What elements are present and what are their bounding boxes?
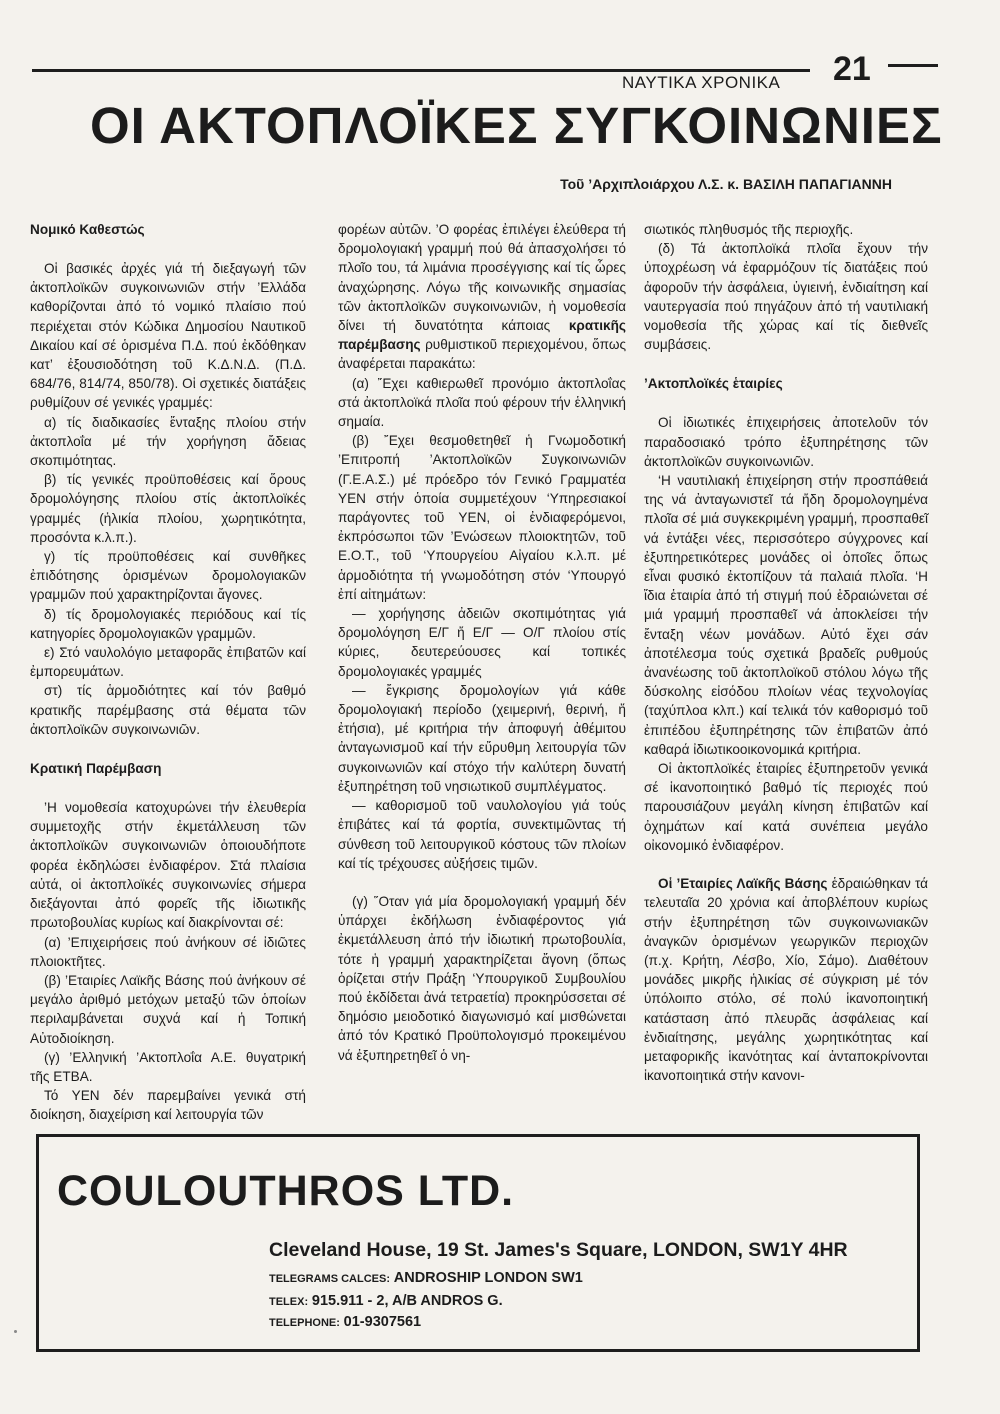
- list-item: (β) ’Εταιρίες Λαϊκῆς Βάσης πού ἀνήκουν σέ μεγάλο ἀριθμό μετόχων μεταξύ τῶν ὁποίων περιλαμβάνεται συχνά καί ἡ Τοπική Αὐτοδιοίκηση.: [30, 972, 306, 1046]
- list-item: α) τίς διαδικασίες ἔνταξης πλοίου στήν ἀκτοπλοΐα μέ τήν χορήγηση ἄδειας σκοπιμότητας.: [30, 414, 306, 469]
- column-1: [30, 220, 306, 1125]
- article-byline: Τοῦ ’Αρχιπλοιάρχου Λ.Σ. κ. ΒΑΣΙΛΗ ΠΑΠΑΓΙΑΝΝΗ: [560, 176, 892, 192]
- ad-telegrams-value: ANDROSHIP LONDON SW1: [393, 1270, 583, 1286]
- text-run: ρυθμιστικοῦ περιεχομένου, ὅπως ἀναφέρεται παρακάτω:: [338, 337, 626, 372]
- list-item: (β) ῎Εχει θεσμοθετηθεῖ ἡ Γνωμοδοτική ’Επιτροπή ’Ακτοπλοϊκῶν Συγκοινωνιῶν (Γ.Ε.Α.Σ.) μέ πρόεδρο τόν Γενικό Γραμματέα ΥΕΝ στήν ὁποία συμμετέχουν ‘Υπηρεσιακοί παράγοντες τοῦ ΥΕΝ, οἱ ἐνδιαφερόμενοι, ἐκπρόσωποι τῶν ’Ενώσεων πλοιοκτητῶν, τοῦ Ε.Ο.Τ., τοῦ ‘Υπουργείου Αἰγαίου κ.λ.π. μέ ἁρμοδιότητα τή γνωμοδότηση στόν ‘Υπουργό ἐπί αἰτημάτων:: [338, 433, 626, 602]
- list-item: (δ) Τά ἀκτοπλοϊκά πλοῖα ἔχουν τήν ὑποχρέωση νά ἐφαρμόζουν τίς διατάξεις πού ἀφοροῦν τήν ἀσφάλεια, ὑγιεινή, ἐνδιαίτηση καί ναυτεργασία πού πηγάζουν ἀπό τή ναυτιλιακή νομοθεσία τῆς χώρας καί τίς διεθνεῖς συμβάσεις.: [644, 241, 928, 353]
- list-item: (γ) ’Ελληνική ’Ακτοπλοΐα Α.Ε. θυγατρική τῆς ΕΤΒΑ.: [30, 1049, 306, 1084]
- page-number: 21: [833, 50, 871, 88]
- article-title: ΟΙ ΑΚΤΟΠΛΟΪΚΕΣ ΣΥΓΚΟΙΝΩΝΙΕΣ: [90, 97, 943, 154]
- paragraph: σιωτικός πληθυσμός τῆς περιοχῆς.: [644, 222, 854, 237]
- paragraph: Οἱ ἀκτοπλοϊκές ἑταιρίες ἐξυπηρετοῦν γενικά σέ ἱκανοποιητικό βαθμό τίς περιοχές πού παρουσιάζουν μεγάλη κίνηση ἐπιβατῶν καί ὀχημάτων καί κατά συνέπεια μεγάλο οἰκονομικό ἐνδιαφέρον.: [644, 761, 928, 853]
- header-rule-right: [888, 64, 938, 67]
- list-item: β) τίς γενικές προϋποθέσεις καί ὅρους δρομολόγησης πλοίου στίς ἀκτοπλοϊκές γραμμές (ἡλικία πλοίου, χωρητικότητα, προσόντα κ.λ.π.).: [30, 472, 306, 545]
- paragraph: Οἱ ἰδιωτικές ἐπιχειρήσεις ἀποτελοῦν τόν παραδοσιακό τρόπο ἐξυπηρέτησης τῶν ἀκτοπλοϊκῶν συγκοινωνιῶν.: [644, 415, 928, 469]
- ad-telegrams: [269, 1270, 583, 1286]
- ad-company-name: COULOUTHROS LTD.: [57, 1167, 515, 1215]
- list-item: δ) τίς δρομολογιακές περιόδους καί τίς κατηγορίες δρομολογιακῶν γραμμῶν.: [30, 606, 306, 641]
- dash-item: — καθορισμοῦ τοῦ ναυλολογίου γιά τούς ἐπιβάτες καί τά φορτία, συνεκτιμῶντας τή σύνθεση τοῦ λειτουργικοῦ κόστους τῶν πλοίων καί τίς τρέχουσες αὐξήσεις τιμῶν.: [338, 798, 626, 871]
- dash-item: — χορήγησης ἀδειῶν σκοπιμότητας γιά δρομολόγηση Ε/Γ ἤ Ε/Γ — Ο/Γ πλοίου στίς κύριες, δευτερεύουσες καί τοπικές δρομολογιακές γραμμές: [338, 606, 626, 679]
- header-rule: [32, 69, 810, 72]
- margin-dot: [14, 1330, 17, 1333]
- list-item: ε) Στό ναυλολόγιο μεταφορᾶς ἐπιβατῶν καί ἐμπορευμάτων.: [30, 645, 306, 680]
- magazine-name: ΝΑΥΤΙΚΑ ΧΡΟΝΙΚΑ: [622, 73, 781, 92]
- emphasis-text: Οἱ ’Εταιρίες Λαϊκῆς Βάσης: [658, 876, 828, 892]
- paragraph: [644, 874, 928, 1085]
- ad-telephone: [269, 1314, 421, 1330]
- section-heading-state: Κρατική Παρέμβαση: [30, 761, 162, 777]
- paragraph: Τό ΥΕΝ δέν παρεμβαίνει γενικά στή διοίκηση, διαχείριση καί λειτουργία τῶν: [30, 1088, 306, 1123]
- paragraph: [338, 220, 626, 374]
- paragraph: ‘Η ναυτιλιακή ἐπιχείρηση στήν προσπάθειά της νά ἀνταγωνιστεῖ τά ἤδη δρομολογημένα πλοῖα σέ μιά συγκεκριμένη γραμμή, προσπαθεῖ νά ἐντάξει νέες, περισσότερο σύγχρονες καί ἐξυπηρετικότερες μονάδες οἱ ὁποῖες ὅπως εἶναι φυσικό ἐκτοπίζουν τά παλαιά πλοῖα. ‘Η ἴδια ἑταιρία ἀπό τή στιγμή πού ἑδραιώνεται σέ μιά γραμμή προσπαθεῖ νά ἀποκλείσει τήν ἔνταξη νέων μονάδων. Αὐτό ἔχει σάν ἀποτέλεσμα τούς σχετικά βραδεῖς ρυθμούς ἀνανέωσης τοῦ ἀκτοπλοϊκοῦ στόλου λόγω τῆς δύσκολης εἰσόδου πλοίων νέας τεχνολογίας (ταχύπλοα κλπ.) καί τελικά τόν καθορισμό τοῦ ἐπιπέδου ἐξυπηρέτησης τῶν ἐπιβατῶν ἀπό καθαρά ἰδιωτικοοικονομικά κριτήρια.: [644, 473, 928, 757]
- ad-telephone-label: TELEPHONE:: [269, 1317, 340, 1329]
- text-run: ἑδραιώθηκαν τά τελευταῖα 20 χρόνια καί ἀποβλέπουν κυρίως στήν ἐξυπηρέτηση τῶν συγκοινωνιακῶν ἀναγκῶν ὁρισμένων γεωργικῶν περιοχῶν (π.χ. Κρήτη, Λέσβο, Χίο, Σάμο). Διαθέτουν μονάδες μικρῆς ἡλικίας σέ σύγκριση μέ τόν ὑπόλοιπο στόλο, σέ πολύ ἱκανοποιητική κατάσταση ἀπό πλευρᾶς ἀσφάλειας καί ἐνδιαίτησης, μεγάλης χωρητικότητας καί μεταφορικῆς ἱκανότητας καί ἀνταποκρίνονται ἱκανοποιητικά στήν κανονι-: [644, 876, 928, 1084]
- ad-telex-label: TELEX:: [269, 1296, 309, 1308]
- column-3: [644, 220, 928, 1085]
- ad-telex-value: 915.911 - 2, A/B ANDROS G.: [311, 1293, 503, 1309]
- dash-item: — ἔγκρισης δρομολογίων γιά κάθε δρομολογιακή περίοδο (χειμερινή, θερινή, ἤ ἐτήσια), μέ κριτήρια τήν ἀποφυγή ἀθέμιτου ἀνταγωνισμοῦ καί τήν εὔρυθμη λειτουργία τῶν συγκοινωνιῶν καί στόχο τήν καλύτερη δυνατή ἐξυπηρέτηση τοῦ νησιωτικοῦ συμπλέγματος.: [338, 682, 626, 794]
- section-heading-companies: ’Ακτοπλοϊκές ἑταιρίες: [644, 376, 783, 392]
- list-item: (α) ῎Εχει καθιερωθεῖ προνόμιο ἀκτοπλοΐας στά ἀκτοπλοϊκά πλοῖα πού φέρουν τήν ἑλληνική σημαία.: [338, 375, 626, 430]
- paragraph: Οἱ βασικές ἀρχές γιά τή διεξαγωγή τῶν ἀκτοπλοϊκῶν συγκοινωνιῶν στήν ’Ελλάδα καθορίζονται ἀπό τό νομικό πλαίσιο πού περιέχεται στόν Κώδικα Δημοσίου Ναυτικοῦ Δικαίου καί σέ ὁρισμένα Π.Δ. πού ἐκδόθηκαν κατ’ ἐξουσιοδότηση τοῦ Κ.Δ.Ν.Δ. (Π.Δ. 684/76, 814/74, 850/78). Οἱ σχετικές διατάξεις ρυθμίζουν σέ γενικές γραμμές:: [30, 261, 306, 411]
- ad-telex: [269, 1293, 503, 1309]
- emphasis-text: κρατικῆς παρέμβασης: [338, 318, 626, 353]
- advertisement-box: [36, 1134, 920, 1352]
- ad-telegrams-label: TELEGRAMS CALCES:: [269, 1273, 390, 1285]
- list-item: (γ) ῞Οταν γιά μία δρομολογιακή γραμμή δέν ὑπάρχει ἐκδήλωση ἐνδιαφέροντος γιά ἐκμετάλλευση ἀπό τήν ἰδιωτική πρωτοβουλία, τότε ἡ γραμμή χαρακτηρίζεται ἄγονη (ὅπως ὁρίζεται στήν Πράξη ‘Υπουργικοῦ Συμβουλίου πού ἐκδίδεται ἀνά τετραετία) προκηρύσσεται σέ δημόσιο μειοδοτικό διαγωνισμό καί μισθώνεται ἀπό τόν Κρατικό Προϋπολογισμό προκειμένου νά ἐξυπηρετηθεῖ ὁ νη-: [338, 893, 626, 1063]
- ad-telephone-value: 01-9307561: [343, 1314, 422, 1330]
- list-item: γ) τίς προϋποθέσεις καί συνθῆκες ἐπιδότησης ὁρισμένων δρομολογιακῶν γραμμῶν πού χαρακτηρίζονται ἄγονες.: [30, 549, 306, 603]
- ad-address: Cleveland House, 19 St. James's Square, LONDON, SW1Y 4HR: [269, 1239, 848, 1261]
- text-run: φορέων αὐτῶν. ’Ο φορέας ἐπιλέγει ἐλεύθερα τή δρομολογιακή γραμμή πού θά ἀπασχολήσει τό πλοῖο του, τά λιμάνια προσέγγισης καί τίς ὧρες ἀναχώρησης. Λόγω τῆς κοινωνικῆς σημασίας τῶν ἀκτοπλοϊκῶν συγκοινωνιῶν, ἡ νομοθεσία δίνει τή δυνατότητα κάποιας: [338, 222, 626, 334]
- list-item: (α) ’Επιχειρήσεις πού ἀνήκουν σέ ἰδιῶτες πλοιοκτῆτες.: [30, 934, 306, 969]
- section-heading-legal: Νομικό Καθεστώς: [30, 222, 145, 237]
- list-item: στ) τίς ἁρμοδιότητες καί τόν βαθμό κρατικῆς παρέμβασης στά θέματα τῶν ἀκτοπλοϊκῶν συγκοινωνιῶν.: [30, 683, 306, 737]
- paragraph: ’Η νομοθεσία κατοχυρώνει τήν ἐλευθερία συμμετοχῆς στήν ἐκμετάλλευση τῶν ἀκτοπλοϊκῶν συγκοινωνιῶν ὁποιουδήποτε φορέα ἐκδηλώσει ἐνδιαφέρον. Στά πλαίσια αὐτά, οἱ ἀκτοπλοϊκές συγκοινωνίες σήμερα διεξάγονται ἀπό φορεῖς τῆς ἰδιωτικῆς πρωτοβουλίας κυρίως καί διακρίνονται σέ:: [30, 800, 306, 931]
- column-2: [338, 220, 626, 1065]
